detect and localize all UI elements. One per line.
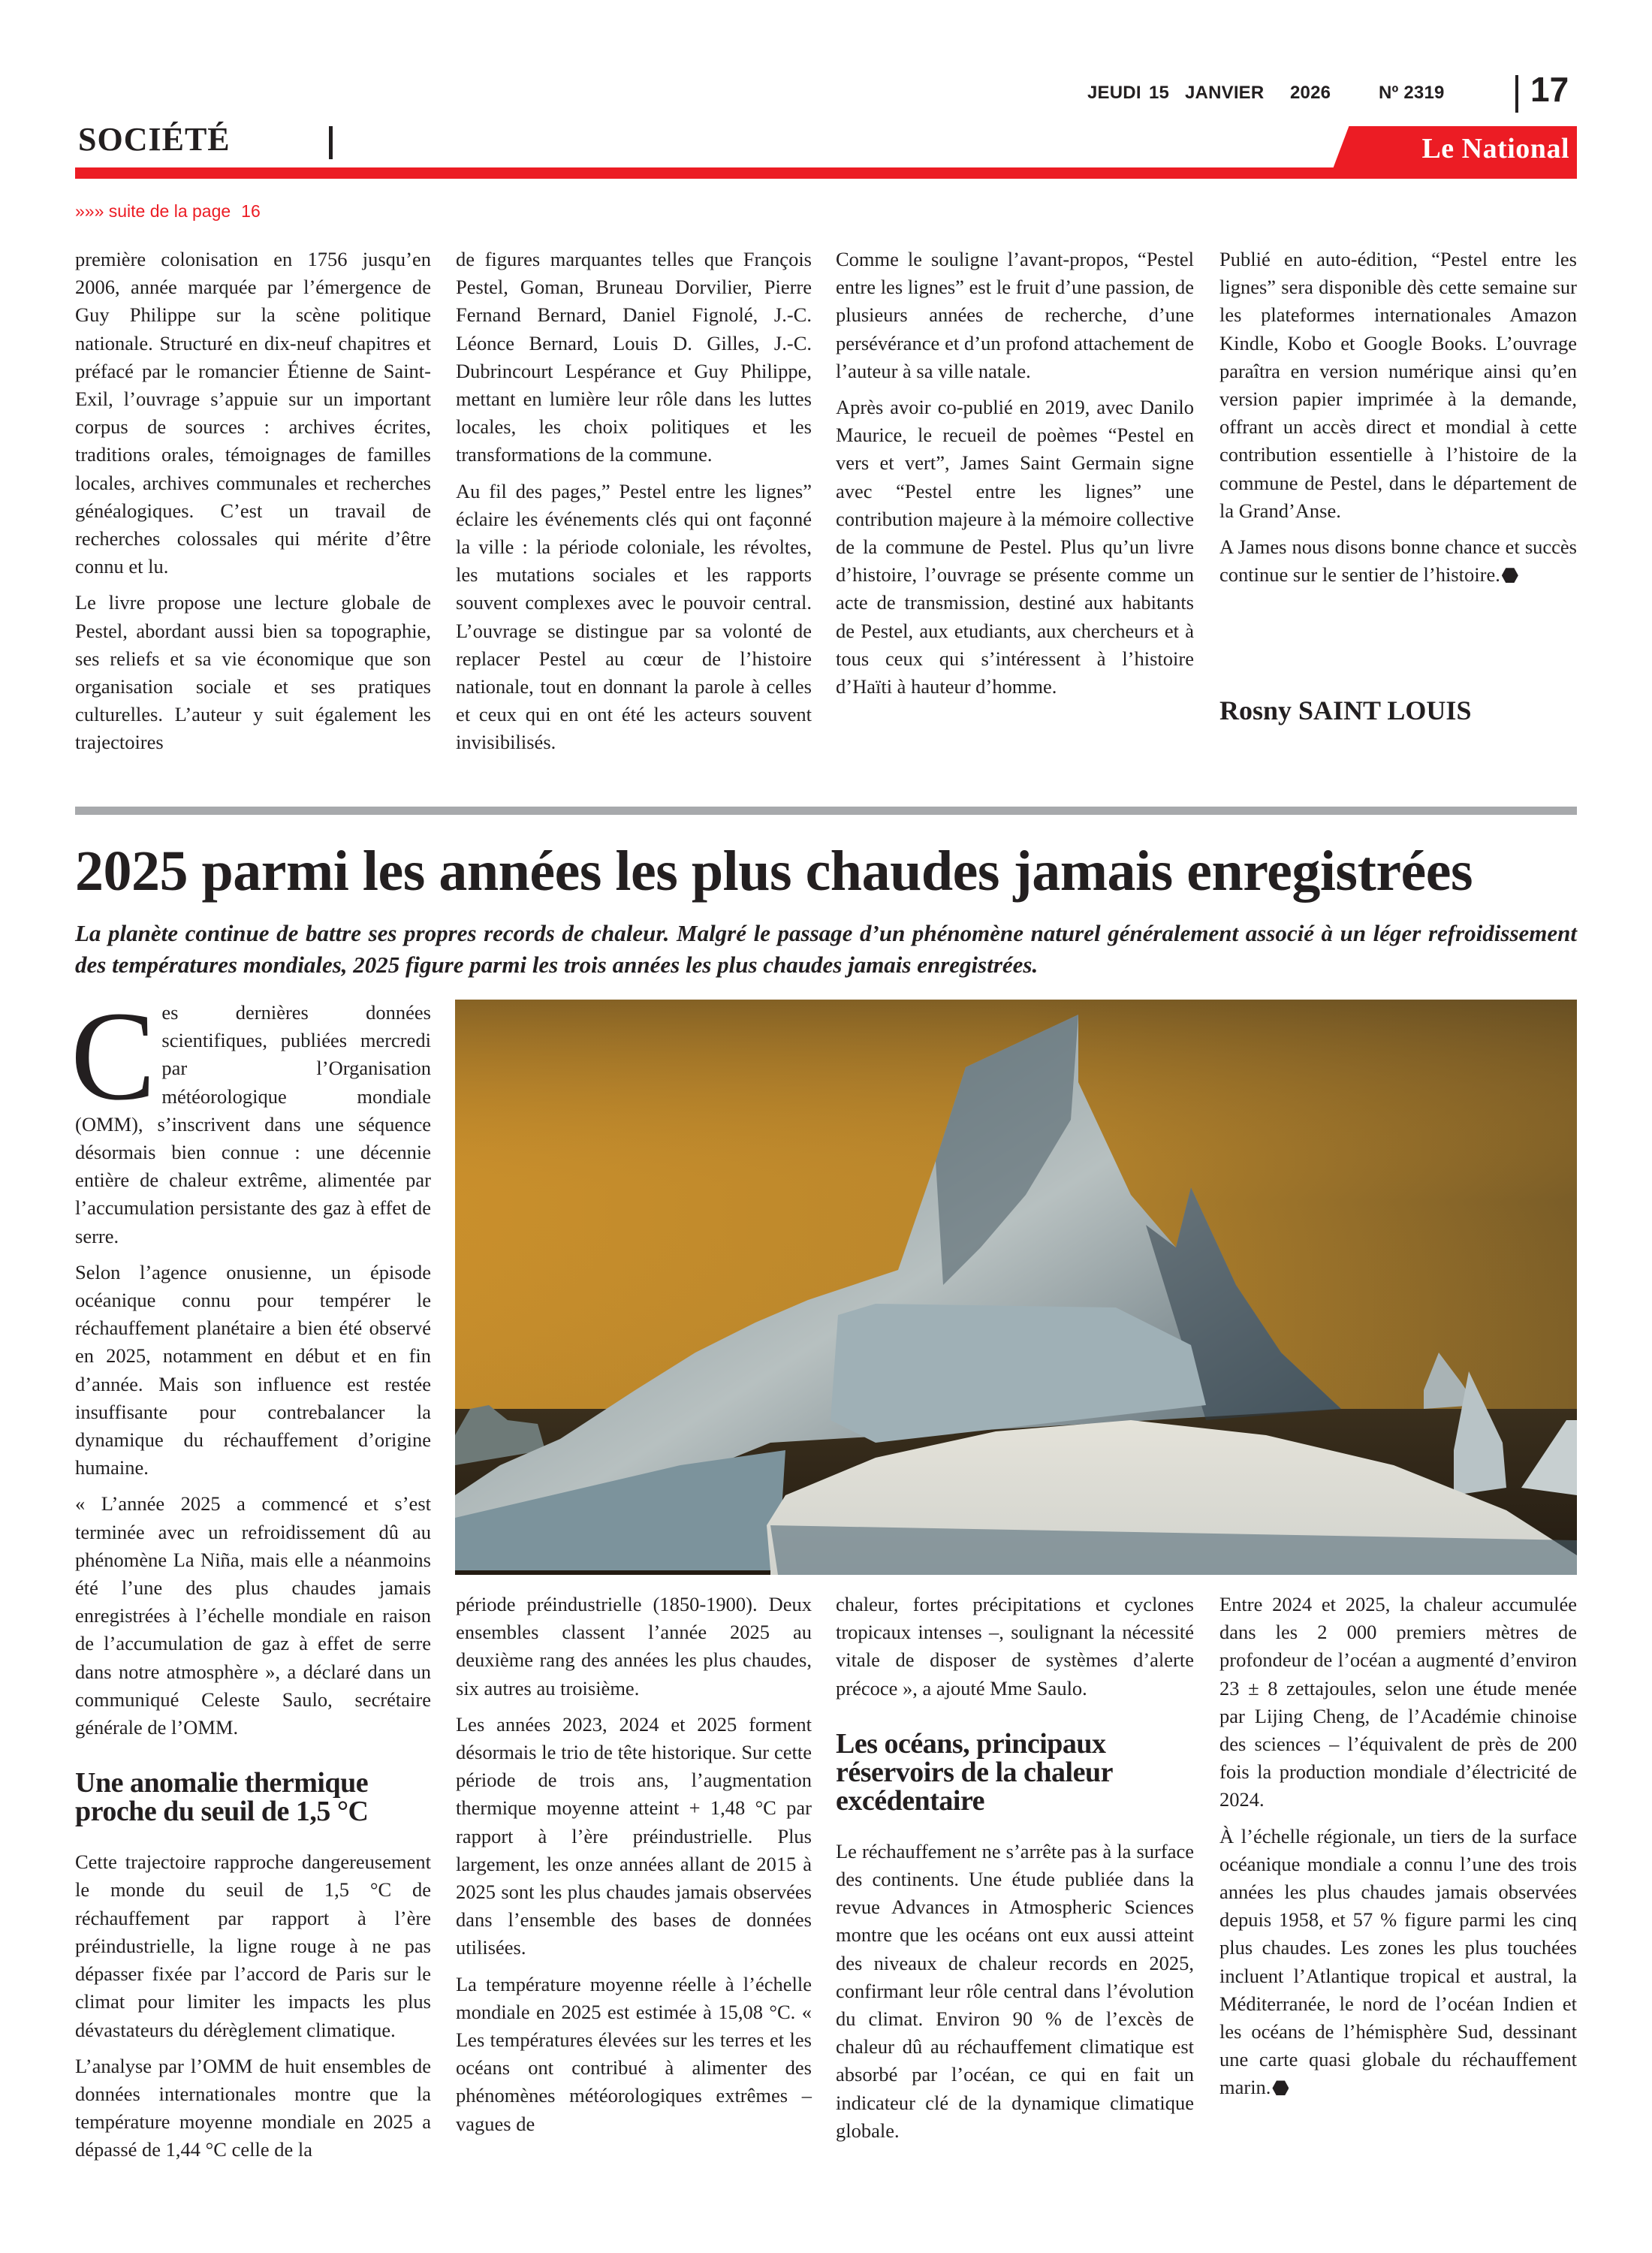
paragraph [1219, 1823, 1577, 2102]
issue-number: Nº 2319 [1379, 83, 1445, 103]
paragraph: de figures marquantes telles que François Pestel, Goman, Bruneau Dorvilier, Pierre Fernand Bernard, Daniel Fignolé, J.-C. Léonce Bernard, Louis D. Gilles, J.-C. Dubrincourt Lespérance et Guy Philippe, mettant en lumière leur rôle dans les luttes locales, les choix politiques et les transformations de la commune. [456, 248, 812, 466]
section-divider [329, 126, 333, 159]
prev-article-column-4 [1219, 246, 1577, 589]
article-separator [75, 807, 1577, 815]
dateline [1087, 83, 1446, 104]
hexagon-end-mark-icon [1502, 568, 1518, 583]
paragraph: première colonisation en 1756 jusqu’en 2006, année marquée par l’émergence de Guy Philippe sur la scène politique nationale. Structuré en dix-neuf chapitres et préfacé par le romancier Étienne de Saint-Exil, l’ouvrage s’appuie sur un important corpus de sources : archives écrites, traditions orales, témoignages de familles locales, archives communales et recherches généalogiques. C’est un travail de recherches colossales qui mérite d’être connu et lu. [75, 248, 431, 578]
prev-article-column-3 [836, 246, 1194, 701]
article-column-1 [71, 985, 431, 2164]
paragraph: Cette trajectoire rapproche dangereusement le monde du seuil de 1,5 °C de réchauffement par rapport à l’ère préindustrielle, la ligne rouge à ne pas dépasser fixée par l’accord de Paris sur le climat pour limiter les impacts les plus dévastateurs du dérèglement climatique. [75, 1850, 431, 2041]
continued-label: »»» suite de la page [75, 201, 231, 221]
paragraph: Le réchauffement ne s’arrête pas à la surface des continents. Une étude publiée dans la revue Advances in Atmospheric Sciences montre que les océans ont eux aussi atteint des niveaux de chaleur records en 2025, confirmant leur rôle central dans l’évolution du climat. Environ 90 % de l’excès de chaleur dû au réchauffement climatique est absorbé par l’océan, ce qui en fait un indicateur clé de la dynamique climatique globale. [836, 1839, 1194, 2142]
article-column-2 [456, 1591, 812, 2138]
article-column-4 [1219, 1591, 1577, 2102]
section-title: SOCIÉTÉ [78, 121, 231, 158]
page-number-divider [1515, 75, 1518, 113]
paragraph [1219, 533, 1577, 589]
paragraph [71, 985, 431, 1250]
paragraph: Publié en auto-édition, “Pestel entre les lignes” sera disponible dès cette semaine sur les plateformes internationales Amazon Kindle, Kobo et Google Books. L’ouvrage paraîtra en version numérique ainsi qu’en version papier imprimée à la demande, offrant un accès direct et mondial à cette contribution essentielle à l’histoire de la commune de Pestel, dans le département de la Grand’Anse. [1219, 248, 1577, 522]
page-number: 17 [1530, 70, 1569, 109]
hexagon-end-mark-icon [1272, 2080, 1289, 2095]
paragraph-text: A James nous disons bonne chance et succès continue sur le sentier de l’histoire. [1219, 535, 1577, 587]
drop-cap: C [71, 985, 156, 1126]
paragraph: Le livre propose une lecture globale de Pestel, abordant aussi bien sa topographie, ses reliefs et sa vie économique que son organisation sociale et ses pratiques culturelles. L’auteur y suit également les trajectoires [75, 591, 431, 754]
paragraph: L’analyse par l’OMM de huit ensembles de données internationales montre que la température moyenne mondiale en 2025 a dépassé de 1,44 °C celle de la [75, 2054, 431, 2161]
article-photo-icebergs [455, 1000, 1577, 1575]
continued-page: 16 [241, 201, 261, 221]
subheading: Les océans, principaux réservoirs de la chaleur excédentaire [836, 1727, 1113, 1817]
article-headline: 2025 parmi les années les plus chaudes jamais enregistrées [75, 840, 1473, 903]
dateline-day: JEUDI [1087, 83, 1141, 103]
paragraph: Après avoir co-publié en 2019, avec Danilo Maurice, le recueil de poèmes “Pestel en vers et vert”, James Saint Germain signe avec “Pestel entre les lignes” une contribution majeure à la mémoire collective de la commune de Pestel. Plus qu’un livre d’histoire, l’ouvrage se présente comme un acte de transmission, destiné aux habitants de Pestel, aux etudiants, aux chercheurs et à tous ceux qui s’intéressent à l’histoire d’Haïti à hauteur d’homme. [836, 396, 1194, 698]
prev-article-column-2 [456, 246, 812, 757]
paragraph-text: À l’échelle régionale, un tiers de la surface océanique mondiale a connu l’une des trois années les plus chaudes jamais observées depuis 1958, et 57 % figure parmi les cinq plus chaudes. Les zones les plus touchées incluent l’Atlantique tropical et austral, la Méditerranée, le nord de l’océan Indien et les océans de l’hémisphère Sud, dessinant une carte quasi globale du réchauffement marin. [1219, 1824, 1577, 2099]
continued-from-link[interactable] [75, 201, 261, 222]
paragraph: chaleur, fortes précipitations et cyclones tropicaux intenses –, soulignant la nécessité vitale de disposer de systèmes d’alerte précoce », a ajouté Mme Saulo. [836, 1593, 1194, 1700]
paragraph: Les années 2023, 2024 et 2025 forment désormais le trio de tête historique. Sur cette période de trois ans, l’augmentation thermique moyenne atteint + 1,48 °C par rapport à l’ère préindustrielle. Plus largement, les onze années allant de 2015 à 2025 sont les plus chaudes jamais observées dans l’ensemble des bases de données utilisées. [456, 1712, 812, 1959]
brand-name: Le National [1421, 133, 1569, 164]
dateline-month: JANVIER [1185, 83, 1265, 103]
paragraph: La température moyenne réelle à l’échelle mondiale en 2025 est estimée à 15,08 °C. « Les températures élevées sur les terres et les océans ont contribué à alimenter des phénomènes météorologiques extrêmes – vagues de [456, 1972, 812, 2135]
subheading: Une anomalie thermique proche du seuil de 1,5 °C [75, 1767, 369, 1828]
paragraph: période préindustrielle (1850-1900). Deux ensembles classent l’année 2025 au deuxième rang des années les plus chaudes, six autres au troisième. [456, 1593, 812, 1700]
iceberg-photo-illustration [455, 1000, 1577, 1575]
paragraph: Comme le souligne l’avant-propos, “Pestel entre les lignes” est le fruit d’une passion, de plusieurs années de recherche, d’une persévérance et d’un profond attachement de l’auteur à sa ville natale. [836, 248, 1194, 382]
paragraph: « L’année 2025 a commencé et s’est terminée avec un refroidissement dû au phénomène La Niña, mais elle a néanmoins été l’une des plus chaudes jamais enregistrées à l’échelle mondiale en raison de l’accumulation de gaz à effet de serre dans notre atmosphère », a déclaré dans un communiqué Celeste Saulo, secrétaire générale de l’OMM. [75, 1492, 431, 1739]
article-column-3 [836, 1591, 1194, 2145]
dateline-date: 15 [1149, 83, 1170, 103]
dateline-year: 2026 [1290, 83, 1331, 103]
prev-article-column-1 [75, 246, 431, 757]
article-lede: La planète continue de battre ses propres records de chaleur. Malgré le passage d’un phénomène naturel généralement associé à un léger refroidissement des températures mondiales, 2025 figure parmi les trois années les plus chaudes jamais enregistrées. [75, 920, 1577, 978]
byline: Rosny SAINT LOUIS [1219, 695, 1472, 725]
paragraph: Selon l’agence onusienne, un épisode océanique connu pour tempérer le réchauffement planétaire a bien été observé en 2025, notamment en début et en fin d’année. Mais son influence est restée insuffisante pour contrebalancer la dynamique du réchauffement d’origine humaine. [75, 1260, 431, 1479]
paragraph: Au fil des pages,” Pestel entre les lignes” éclaire les événements clés qui ont façonné la ville : la période coloniale, les révoltes, les mutations sociales et les rapports souvent complexes avec le pouvoir central. L’ouvrage se distingue par sa volonté de replacer Pestel au cœur de l’histoire nationale, tout en donnant la parole à celles et ceux qui en ont été les acteurs souvent invisibilisés. [456, 479, 812, 754]
paragraph: Entre 2024 et 2025, la chaleur accumulée dans les 2 000 premiers mètres de profondeur de l’océan a augmenté d’environ 23 ± 8 zettajoules, selon une étude menée par Lijing Cheng, de l’Académie chinoise des sciences – l’équivalent de près de 200 fois la production mondiale d’électricité de 2024. [1219, 1593, 1577, 1811]
paragraph-text: es dernières données scientifiques, publiées mercredi par l’Organisation météorologique mondiale (OMM), s’inscrivent dans une séquence désormais bien connue : une décennie entière de chaleur extrême, alimentée par l’accumulation persistante des gaz à effet de serre. [75, 1001, 431, 1247]
